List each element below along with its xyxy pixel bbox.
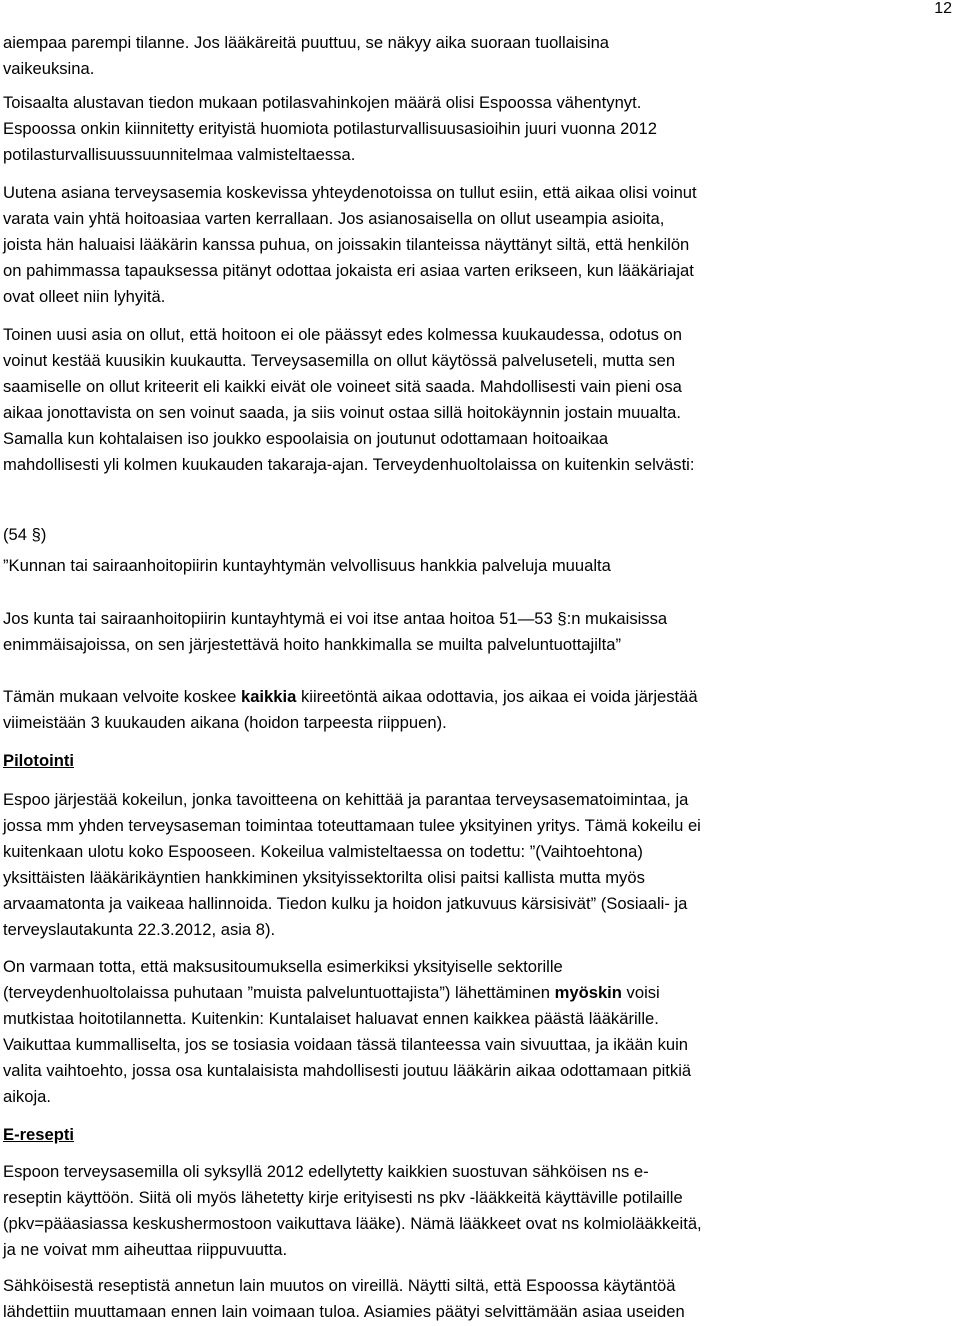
- text-line: jossa mm yhden terveysaseman toimintaa toteuttamaan tulee yksityinen yritys. Tämä kokeilu ei: [3, 816, 701, 835]
- text-line: Espoon terveysasemilla oli syksyllä 2012 edellytetty kaikkien suostuvan sähköisen ns e-: [3, 1162, 649, 1181]
- text-line: ja ne voivat mm aiheuttaa riippuvuutta.: [3, 1240, 288, 1259]
- section-heading-e-recipe: E-resepti: [3, 1125, 75, 1144]
- text-line: ovat olleet niin lyhyitä.: [3, 287, 166, 306]
- text-line: terveyslautakunta 22.3.2012, asia 8).: [3, 920, 276, 939]
- section-heading-pilot: Pilotointi: [3, 751, 74, 770]
- paragraph-patient-safety: [3, 90, 958, 168]
- text-line: aiempaa parempi tilanne. Jos lääkäreitä puuttuu, se näkyy aika suoraan tuollaisina: [3, 33, 610, 52]
- page-number: 12: [934, 0, 952, 17]
- text-line: Tämän mukaan velvoite koskee kaikkia kiireetöntä aikaa odottavia, jos aikaa ei voida järjestää: [3, 687, 698, 706]
- text-line: enimmäisajoissa, on sen järjestettävä hoito hankkimalla se muilta palveluntuottajilta”: [3, 635, 621, 654]
- text-line: Toinen uusi asia on ollut, että hoitoon ei ole päässyt edes kolmessa kuukaudessa, odotus on: [3, 325, 682, 344]
- text-line: potilasturvallisuussuunnitelmaa valmisteltaessa.: [3, 145, 356, 164]
- text-line: vaikeuksina.: [3, 59, 95, 78]
- text-line: valita vaihtoehto, jossa osa kuntalaisista mahdollisesti joutuu lääkärin aikaa odottamaan pitkiä: [3, 1061, 692, 1080]
- paragraph-referral: [3, 954, 958, 1110]
- text-line: aikaa jonottavista on sen voinut saada, ja siis voinut ostaa sillä hoitokäynnin jostain muualta.: [3, 403, 681, 422]
- paragraph-e-recipe: [3, 1159, 958, 1263]
- paragraph-law-change: [3, 1273, 958, 1325]
- text-line: viimeistään 3 kuukauden aikana (hoidon tarpeesta riippuen).: [3, 713, 447, 732]
- text-line: mutkistaa hoitotilannetta. Kuitenkin: Kuntalaiset haluavat ennen kaikkea päästä lääkärille.: [3, 1009, 659, 1028]
- text-line: Espoo järjestää kokeilun, jonka tavoitteena on kehittää ja parantaa terveysasematoimintaa, ja: [3, 790, 689, 809]
- text-line: On varmaan totta, että maksusitoumuksella esimerkiksi yksityiselle sektorille: [3, 957, 563, 976]
- text-line: (pkv=pääasiassa keskushermostoon vaikuttava lääke). Nämä lääkkeet ovat ns kolmiolääkkeitä,: [3, 1214, 702, 1233]
- text-line: Toisaalta alustavan tiedon mukaan potilasvahinkojen määrä olisi Espoossa vähentynyt.: [3, 93, 642, 112]
- paragraph-continuation: [3, 30, 958, 82]
- text-line: yksittäisten lääkärikäyntien hankkiminen yksityissektorilta olisi paitsi kallista mutta myös: [3, 868, 645, 887]
- law-section-title: ”Kunnan tai sairaanhoitopiirin kuntayhtymän velvollisuus hankkia palveluja muualta: [3, 556, 611, 575]
- paragraph-waiting-times: [3, 322, 958, 478]
- law-quote: [3, 606, 958, 658]
- emphasis: kaikkia: [240, 687, 297, 706]
- emphasis: myöskin: [554, 983, 622, 1002]
- text-line: aikoja.: [3, 1087, 51, 1106]
- paragraph-pilot: [3, 787, 958, 943]
- text-line: Jos kunta tai sairaanhoitopiirin kuntayhtymä ei voi itse antaa hoitoa 51—53 §:n mukaisissa: [3, 609, 668, 628]
- text-line: saamiselle on ollut kriteerit eli kaikki eivät ole voineet sitä saada. Mahdollisesti vain pieni osa: [3, 377, 682, 396]
- text-line: mahdollisesti yli kolmen kuukauden takaraja-ajan. Terveydenhuoltolaissa on kuitenkin selvästi:: [3, 455, 695, 474]
- text-line: Samalla kun kohtalaisen iso joukko espoolaisia on joutunut odottamaan hoitoaikaa: [3, 429, 609, 448]
- text-line: on pahimmassa tapauksessa pitänyt odottaa jokaista eri asiaa varten erikseen, kun lääkäriajat: [3, 261, 694, 280]
- text-line: arvaamatonta ja vaikeaa hallinnoida. Tiedon kulku ja hoidon jatkuvuus kärsisivät” (Sosiaali- ja: [3, 894, 688, 913]
- paragraph-one-issue: [3, 180, 958, 310]
- text-line: reseptin käyttöön. Siitä oli myös lähetetty kirje erityisesti ns pkv -lääkkeitä käyttäville potilaille: [3, 1188, 683, 1207]
- text-line: varata vain yhtä hoitoasiaa varten kerrallaan. Jos asianosaisella on ollut useampia asioita,: [3, 209, 665, 228]
- text-line: kuitenkaan ulotu koko Espooseen. Kokeilua valmisteltaessa on todettu: ”(Vaihtoehtona): [3, 842, 643, 861]
- text-line: Uutena asiana terveysasemia koskevissa yhteydenotoissa on tullut esiin, että aikaa olisi voinut: [3, 183, 697, 202]
- text-line: voinut kestää kuusikin kuukautta. Terveysasemilla on ollut käytössä palveluseteli, mutta sen: [3, 351, 676, 370]
- text-line: (terveydenhuoltolaissa puhutaan ”muista palveluntuottajista”) lähettäminen myöskin voisi: [3, 983, 660, 1002]
- law-section-number: (54 §): [3, 525, 47, 544]
- text-line: joista hän haluaisi lääkärin kanssa puhua, on joissakin tilanteissa näyttänyt siltä, että henkilön: [3, 235, 690, 254]
- text-line: Sähköisestä reseptistä annetun lain muutos on vireillä. Näytti siltä, että Espoossa käytäntöä: [3, 1276, 676, 1295]
- text-line: lähdettiin muuttamaan ennen lain voimaan tuloa. Asiamies päätyi selvittämään asiaa useiden: [3, 1302, 685, 1321]
- text-line: Vaikuttaa kummalliselta, jos se tosiasia voidaan tässä tilanteessa vain sivuuttaa, ja ikään kuin: [3, 1035, 689, 1054]
- text-line: Espoossa onkin kiinnitetty erityistä huomiota potilasturvallisuusasioihin juuri vuonna 2012: [3, 119, 657, 138]
- paragraph-obligation: [3, 684, 958, 736]
